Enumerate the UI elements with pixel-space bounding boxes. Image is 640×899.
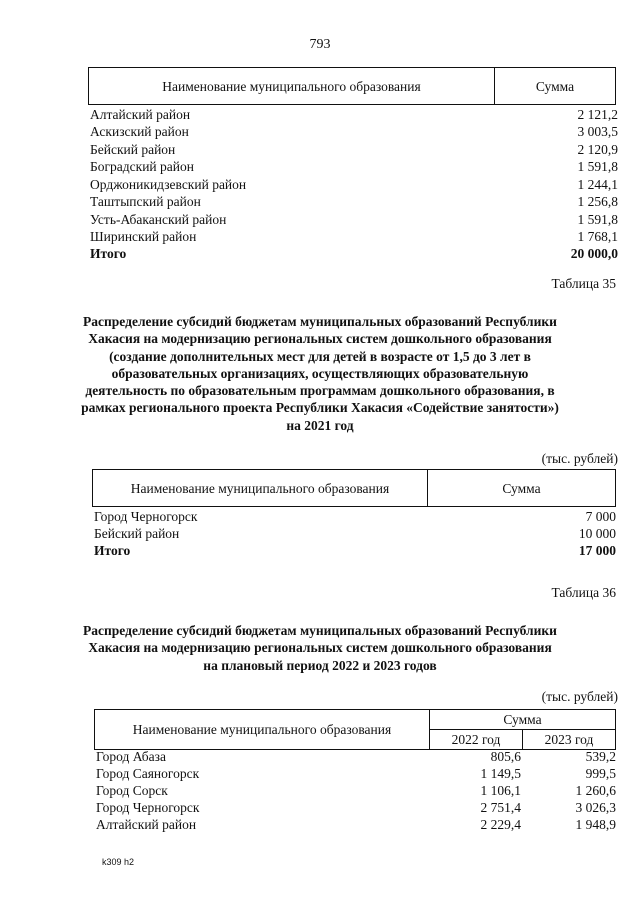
table-row: Алтайский район 2 229,4 1 948,9 xyxy=(96,817,616,832)
page-number: 793 xyxy=(309,37,331,52)
table-36-title: Распределение субсидий бюджетам муниципальных образований Республики Хакасия на модернизацию региональных систем дошкольного образования на плановый период 2022 и 2023 годов xyxy=(83,623,557,673)
table-36-unit: (тыс. рублей) xyxy=(541,689,618,704)
column-header-2023: 2023 год xyxy=(523,730,616,750)
table-36-caption: Таблица 36 xyxy=(551,585,616,600)
total-row: Итого 20 000,0 xyxy=(90,246,618,261)
table-36-header xyxy=(94,709,616,750)
column-header-sum: Сумма xyxy=(495,68,616,105)
column-header-sum: Сумма xyxy=(428,470,616,507)
table-35-title: Распределение субсидий бюджетам муниципальных образований Республики Хакасия на модернизацию региональных систем дошкольного образования (создание дополнительных мест для детей в возрасте от 1,5 до 3 лет в образовательных организациях, осуществляющих образовательную деятельность по образовательным программам дошкольного образования, в рамках регионального проекта Республики Хакасия «Содействие занятости») на 2021 год xyxy=(81,314,559,433)
table-row: Город Сорск 1 106,1 1 260,6 xyxy=(96,783,616,798)
table-row: Ширинский район 1 768,1 xyxy=(90,229,618,244)
table-row: Город Абаза 805,6 539,2 xyxy=(96,749,616,764)
table-35-caption: Таблица 35 xyxy=(551,276,616,291)
table-row: Боградский район 1 591,8 xyxy=(90,159,618,174)
total-row: Итого 17 000 xyxy=(94,543,616,558)
table-row: Усть-Абаканский район 1 591,8 xyxy=(90,212,618,227)
table-row: Алтайский район 2 121,2 xyxy=(90,107,618,122)
column-header-name: Наименование муниципального образования xyxy=(93,470,428,507)
column-header-name: Наименование муниципального образования xyxy=(95,710,430,750)
table-row: Таштыпский район 1 256,8 xyxy=(90,194,618,209)
table-row: Бейский район 10 000 xyxy=(94,526,616,541)
table-row: Город Саяногорск 1 149,5 999,5 xyxy=(96,766,616,781)
table-row: Город Черногорск 7 000 xyxy=(94,509,616,524)
column-header-sum: Сумма xyxy=(430,710,616,730)
table-row: Город Черногорск 2 751,4 3 026,3 xyxy=(96,800,616,815)
table-row: Орджоникидзевский район 1 244,1 xyxy=(90,177,618,192)
table-35-unit: (тыс. рублей) xyxy=(541,451,618,466)
column-header-2022: 2022 год xyxy=(430,730,523,750)
table-row: Бейский район 2 120,9 xyxy=(90,142,618,157)
column-header-name: Наименование муниципального образования xyxy=(89,68,495,105)
table-row: Аскизский район 3 003,5 xyxy=(90,124,618,139)
footer-code: k309 h2 xyxy=(102,857,135,867)
top-table-header xyxy=(88,67,616,105)
table-35-header xyxy=(92,469,616,507)
